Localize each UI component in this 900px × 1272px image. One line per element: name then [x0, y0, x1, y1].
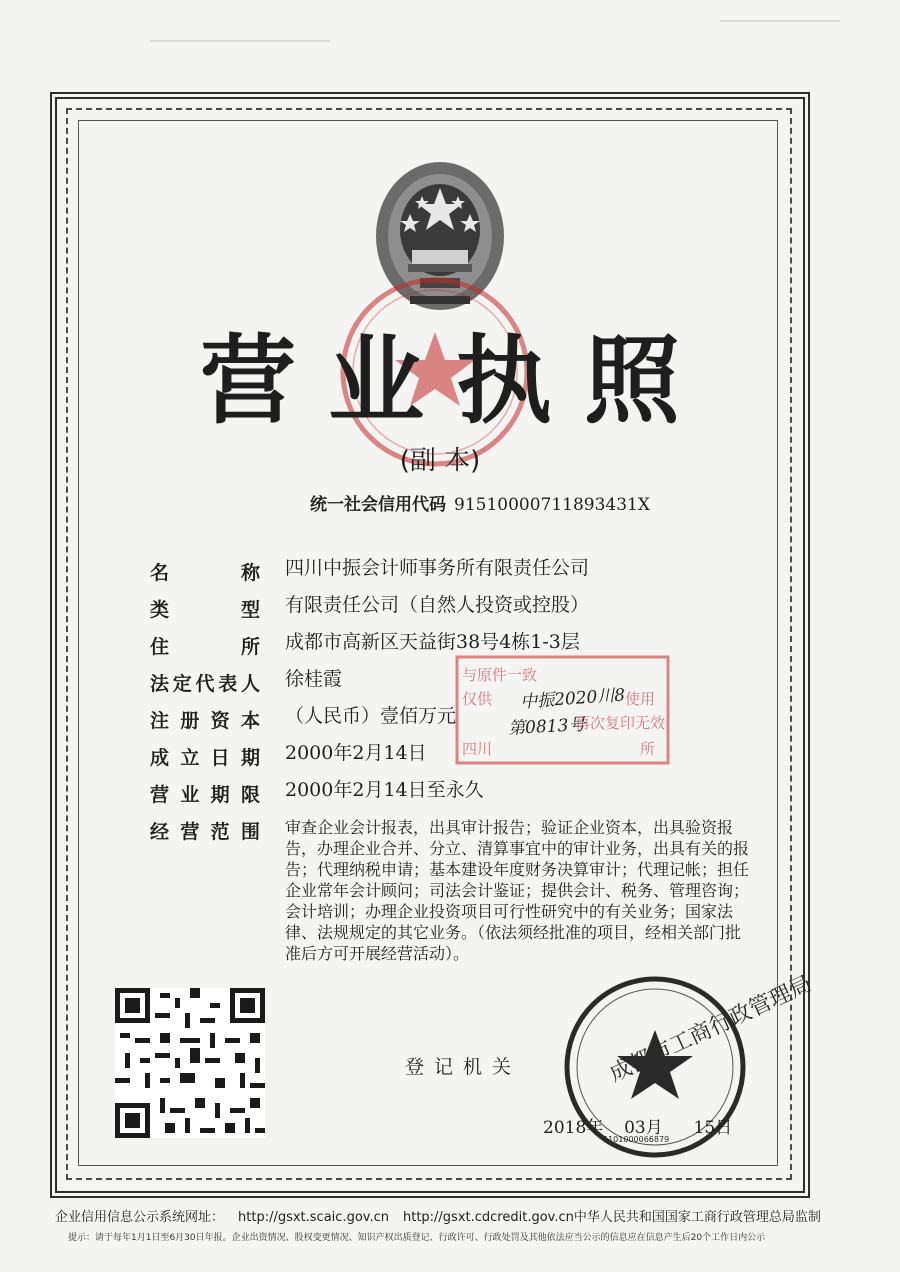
title-char: 执	[456, 324, 552, 437]
field-label: 名 称	[150, 562, 260, 584]
field-value: 审查企业会计报表，出具审计报告；验证企业资本，出具验资报告，办理企业合并、分立、清算事宜中的审计业务，出具有关的报告；代理纳税申请；基本建设年度财务决算审计；代理记帐；担任企业常年会计顾问；司法会计鉴证；提供会计、税务、管理咨询；会计培训；办理企业投资项目可行性研究中的有关业务；国家法律、法规规定的其它业务。（依法须经批准的项目，经相关部门批准后方可开展经营活动）。	[285, 818, 750, 963]
registration-office-label: 登记机关	[405, 1056, 522, 1078]
qr-code-icon	[115, 988, 265, 1138]
field-label: 营业期限	[150, 784, 260, 806]
field-label: 成立日期	[150, 747, 260, 769]
field-value: 有限责任公司（自然人投资或控股）	[285, 594, 590, 616]
scan-artifact	[720, 20, 840, 22]
bureau-seal-text: 成都市工商行政管理局	[605, 971, 816, 1088]
field-label: 类 型	[150, 599, 260, 621]
date-month-unit: 月	[645, 1118, 663, 1138]
footer-label: 企业信用信息公示系统网址：	[55, 1210, 225, 1225]
date-year: 2018	[543, 1118, 587, 1138]
date-month: 03	[624, 1118, 646, 1138]
copy-stamp-text: 使用	[625, 690, 656, 708]
footer-line	[55, 1206, 821, 1225]
footer-notice: 提示：请于每年1月1日至6月30日年报。企业出资情况、股权变更情况、知识产权出质登记、行政许可、行政处罚及其他依法应当公示的信息应在信息产生后20个工作日内公示	[68, 1233, 766, 1243]
field-value: 2000年2月14日至永久	[285, 779, 484, 801]
field-value: 徐桂霞	[285, 668, 343, 690]
credit-code-value: 91510000711893431X	[454, 495, 650, 515]
title-char: 照	[584, 324, 680, 437]
bureau-seal-number: 5101000066879	[603, 1135, 670, 1144]
copy-stamp-text: 四川	[462, 740, 493, 758]
field-label: 注册资本	[150, 710, 260, 732]
field-label: 法定代表人	[150, 673, 260, 695]
footer-issuer: 中华人民共和国国家工商行政管理总局监制	[573, 1210, 821, 1225]
footer-url: http://gsxt.cdcredit.gov.cn	[402, 1210, 574, 1225]
title-char: 业	[328, 324, 424, 437]
credit-code-row	[310, 490, 650, 515]
field-value: 成都市高新区天益街38号4栋1-3层	[285, 631, 580, 653]
date-year-unit: 年	[586, 1118, 604, 1138]
registration-date	[543, 1113, 732, 1138]
field-label: 住 所	[150, 636, 260, 658]
field-value: 2000年2月14日	[285, 742, 427, 764]
title-char: 营	[200, 324, 296, 437]
credit-code-label: 统一社会信用代码	[310, 495, 446, 515]
copy-stamp-text: 所	[640, 740, 656, 758]
copy-stamp-text: 仅供	[462, 690, 493, 708]
document-subtitle: (副 本)	[399, 446, 481, 476]
document-title	[200, 318, 680, 437]
field-label: 经营范围	[150, 821, 260, 843]
handwritten-note: 第0813号	[507, 714, 586, 740]
copy-stamp-text: 再次复印无效	[575, 714, 666, 732]
handwritten-note: 中振2020川8	[519, 685, 626, 713]
copy-stamp-text: 与原件一致	[462, 666, 538, 684]
footer-url: http://gsxt.scaic.gov.cn	[238, 1210, 389, 1225]
scan-artifact	[150, 40, 330, 42]
date-day-unit: 日	[715, 1118, 733, 1138]
field-value: （人民币）壹佰万元	[285, 705, 457, 727]
date-day: 15	[693, 1118, 716, 1138]
field-value: 四川中振会计师事务所有限责任公司	[285, 557, 590, 579]
